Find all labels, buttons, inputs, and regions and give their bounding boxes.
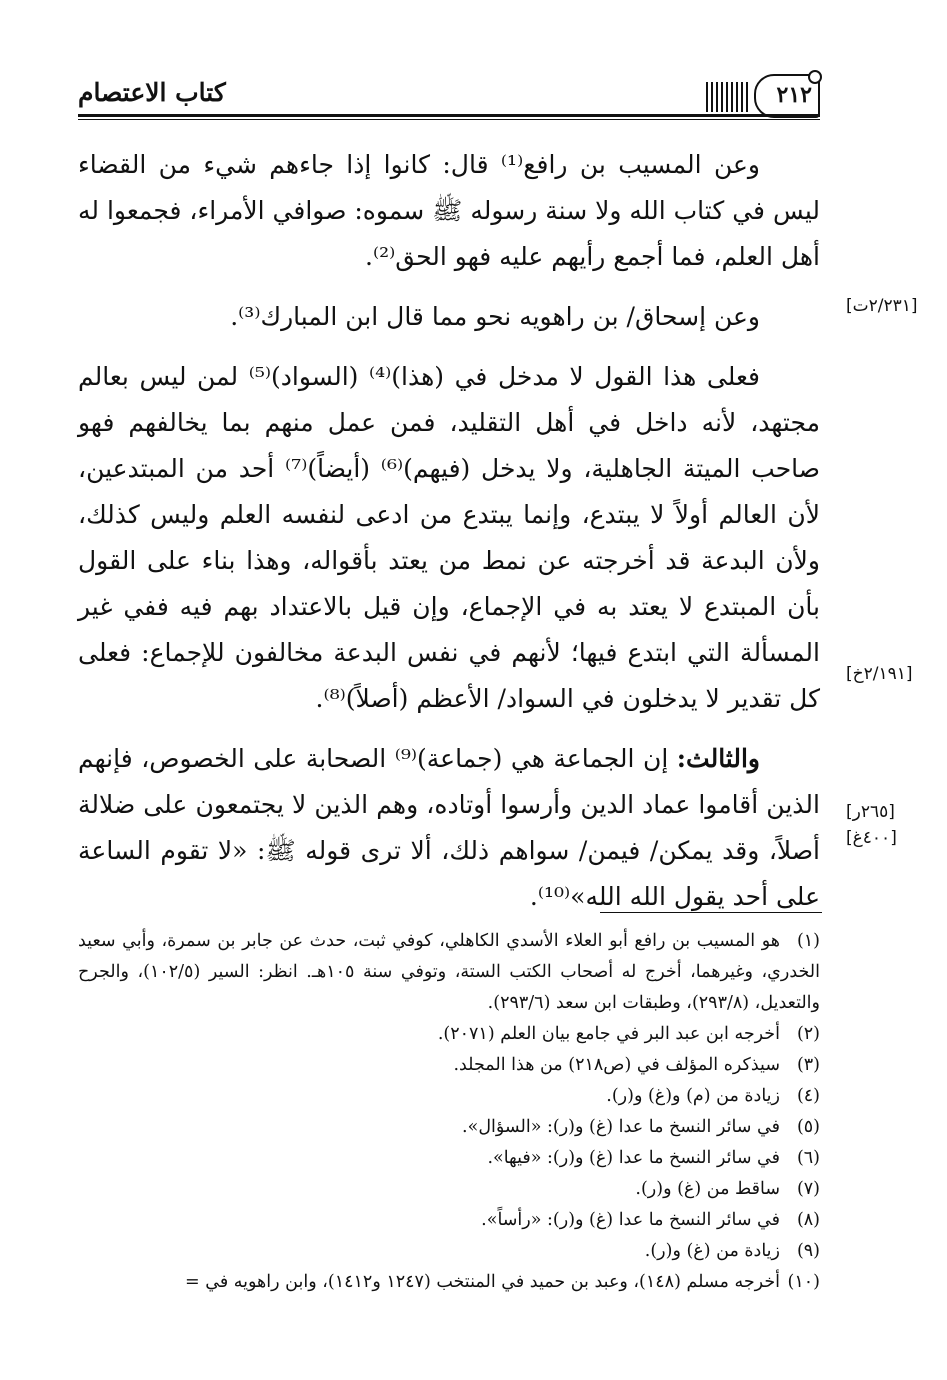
footnote-text: أخرجه مسلم (١٤٨)، وعبد بن حميد في المنتخب (١٢٤٧ و١٤١٢)، وابن راهويه في = [185, 1272, 780, 1292]
header-rule [78, 114, 820, 117]
footnote [78, 1205, 820, 1236]
footnote-number: (١) [796, 931, 820, 951]
footnote-separator [600, 912, 822, 913]
footnote [78, 1267, 820, 1298]
footnote-text: في سائر النسخ ما عدا (غ) و(ر): «رأساً». [481, 1210, 780, 1230]
footnote-text: في سائر النسخ ما عدا (غ) و(ر): «السؤال». [462, 1117, 780, 1137]
paragraph-text: وعن المسيب بن رافع⁽¹⁾ قال: كانوا إذا جاءهم شيء من القضاء ليس في كتاب الله ولا سنة رسوله ﷺ سموه: صوافي الأمراء، فجمعوا له أهل العلم، فما أجمع رأيهم عليه فهو الحق⁽²⁾. [78, 150, 820, 271]
page-number-badge [754, 74, 820, 118]
footnote [78, 1174, 820, 1205]
margin-reference: [٤٠٠غ] [846, 828, 897, 848]
footnote [78, 1050, 820, 1081]
footnote-text: زيادة من (م) و(غ) و(ر). [606, 1086, 780, 1106]
paragraph-text: فعلى هذا القول لا مدخل في (هذا)⁽⁴⁾ (السواد)⁽⁵⁾ لمن ليس بعالم مجتهد، لأنه داخل في أهل التقليد، فمن عمل منهم بما يخالفهم فهو صاحب الميتة الجاهلية، ولا يدخل (فيهم)⁽⁶⁾ (أيضاً)⁽⁷⁾ أحد من المبتدعين، لأن العالم أولاً لا يبتدع، وإنما يبتدع من ادعى لنفسه العلم وليس كذلك، ولأن البدعة قد أخرجته عن نمط من يعتد بأقواله، وهذا بناء على القول بأن المبتدع لا يعتد به في الإجماع، وإن قيل بالاعتداد بهم فيه ففي غير المسألة التي ابتدع فيها؛ لأنهم في نفس البدعة مخالفون للإجماع: فعلى كل تقدير لا يدخلون في السواد/ الأعظم (أصلاً)⁽⁸⁾. [78, 362, 821, 713]
paragraph-lead: والثالث: [676, 744, 760, 773]
footnote-text: زيادة من (غ) و(ر). [644, 1241, 780, 1261]
footnote [78, 1236, 820, 1267]
header-title: كتاب الاعتصام [78, 78, 226, 107]
page-number: ٢١٢ [776, 82, 812, 108]
footnote [78, 1019, 820, 1050]
footnote-number: (٩) [796, 1241, 820, 1261]
footnote-number: (٦) [796, 1148, 820, 1168]
footnote-number: (٣) [796, 1055, 820, 1075]
margin-reference: [٢/٢٣١ت] [846, 296, 918, 316]
margin-reference: [٢٦٥ر] [846, 802, 895, 822]
footnote-text: هو المسيب بن رافع أبو العلاء الأسدي الكاهلي، كوفي ثبت، حدث عن جابر بن سمرة، وأبي سعيد الخدري، وغيرهما، أخرج له أصحاب الكتب الستة، وتوفي سنة ١٠٥هـ. انظر: السير (١٠٢/٥)، والجرح والتعديل، (٢٩٣/٨)، وطبقات ابن سعد (٢٩٣/٦). [78, 931, 821, 1013]
footnote-number: (٧) [796, 1179, 820, 1199]
footnote [78, 1143, 820, 1174]
footnote [78, 926, 820, 1019]
running-header [78, 70, 820, 124]
footnote-number: (٤) [796, 1086, 820, 1106]
paragraph [78, 354, 820, 722]
paragraph [78, 736, 820, 920]
footnote-text: ساقط من (غ) و(ر). [635, 1179, 780, 1199]
paragraph-text: إن الجماعة هي (جماعة)⁽⁹⁾ الصحابة على الخصوص، فإنهم الذين أقاموا عماد الدين وأرسوا أوتاده، وهم الذين لا يجتمعون على ضلالة أصلاً، وقد يمكن/ فيمن/ سواهم ذلك، ألا ترى قوله ﷺ: «لا تقوم الساعة على أحد يقول الله الله»⁽¹⁰⁾. [78, 744, 820, 911]
footnote-text: أخرجه ابن عبد البر في جامع بيان العلم (٢٠٧١). [437, 1024, 780, 1044]
margin-reference: [٢/١٩١خ] [846, 664, 913, 684]
paragraph [78, 142, 820, 280]
footnote-number: (٨) [796, 1210, 820, 1230]
footnote-number: (٥) [796, 1117, 820, 1137]
main-text [78, 142, 820, 920]
header-ornament [706, 82, 750, 112]
footnote-text: في سائر النسخ ما عدا (غ) و(ر): «فيها». [487, 1148, 780, 1168]
footnote-number: (١٠) [787, 1272, 820, 1292]
footnotes [78, 926, 820, 1298]
footnote [78, 1081, 820, 1112]
footnote [78, 1112, 820, 1143]
footnote-number: (٢) [796, 1024, 820, 1044]
paragraph [78, 294, 820, 340]
header-rule-thin [78, 119, 820, 120]
paragraph-text: وعن إسحاق/ بن راهويه نحو مما قال ابن المبارك⁽³⁾. [230, 302, 760, 331]
footnote-text: سيذكره المؤلف في (ص٢١٨) من هذا المجلد. [453, 1055, 780, 1075]
